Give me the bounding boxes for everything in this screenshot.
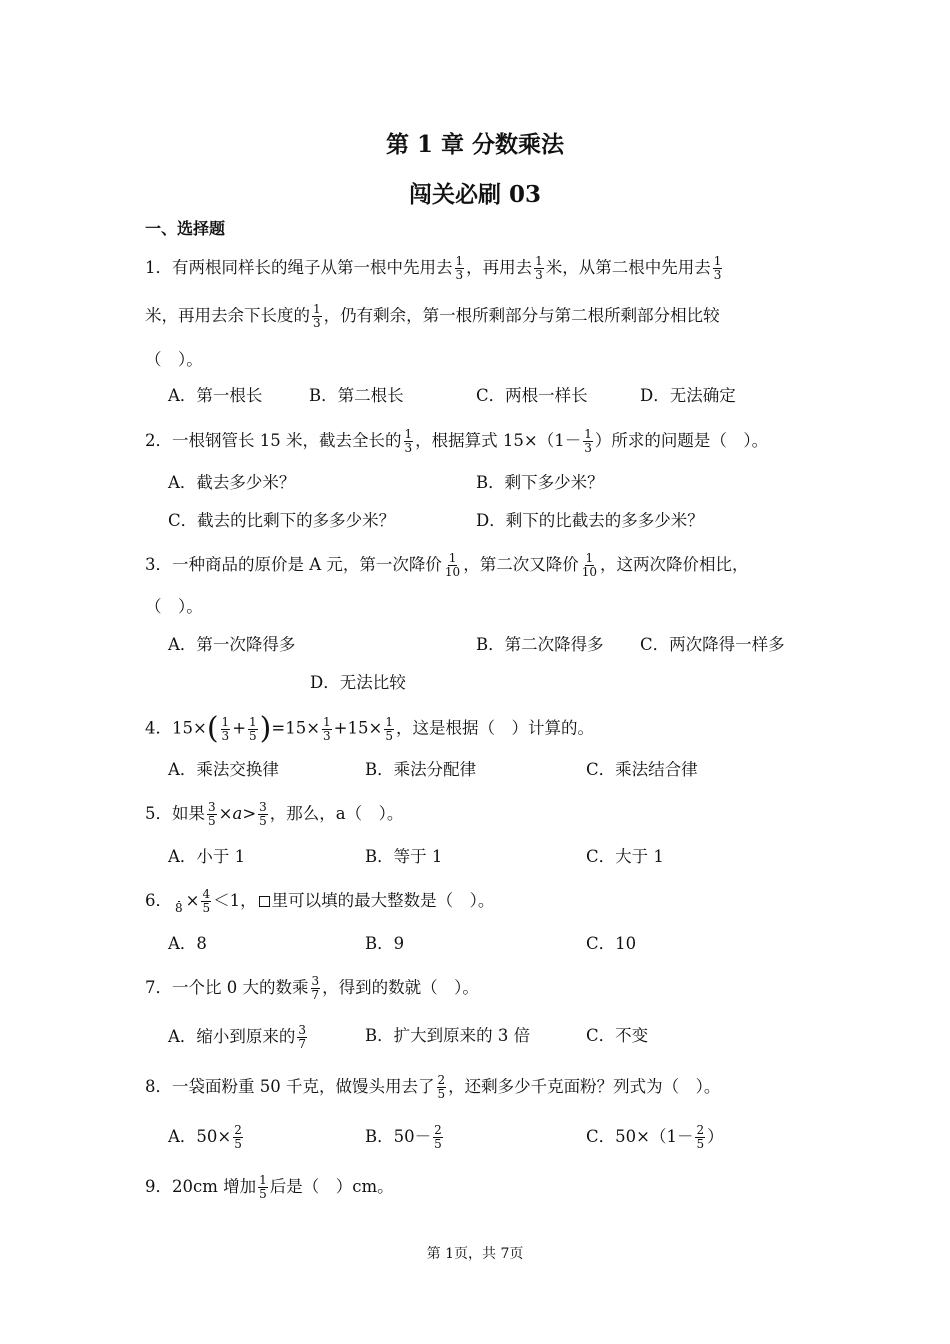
fraction: $\frac{2}{5}$ bbox=[234, 1123, 242, 1151]
q2-option-b: B．剩下多少米？ bbox=[476, 473, 604, 492]
q2-option-c: C．截去的比剩下的多多少米？ bbox=[168, 511, 396, 530]
q8-option-a: A．50× $\frac{2}{5}$ bbox=[168, 1123, 242, 1151]
q7-option-a: A．缩小到原来的 $\frac{3}{7}$ bbox=[168, 1023, 307, 1051]
question-5: 5．如果 $\frac{3}{5}$ ×a> $\frac{3}{5}$ ，那么，a（ ）。 bbox=[145, 800, 404, 828]
fraction: $\frac{2}{5}$ bbox=[434, 1123, 442, 1151]
blank-box-icon bbox=[259, 896, 270, 907]
q1-option-b: B．第二根长 bbox=[309, 386, 404, 405]
fraction: $\frac{2}{5}$ bbox=[696, 1123, 705, 1151]
question-7: 7．一个比 0 大的数乘 $\frac{3}{7}$ ，得到的数就（ ）。 bbox=[145, 974, 479, 1002]
fraction: $\frac{3}{7}$ bbox=[298, 1023, 307, 1051]
fraction: $\frac{1}{3}$ bbox=[713, 254, 722, 282]
question-1-cont: 米，再用去余下长度的 $\frac{1}{3}$ ，仍有剩余，第一根所剩部分与第二根所剩部分相比较 bbox=[145, 302, 720, 330]
q4-option-a: A．乘法交换律 bbox=[168, 760, 279, 779]
q5-option-b: B．等于 1 bbox=[365, 847, 443, 866]
question-1: 1．有两根同样长的绳子从第一根中先用去 $\frac{1}{3}$ ，再用去 $\frac{1}{3}$ 米，从第二根中先用去 $\frac{1}{3}$ bbox=[145, 254, 722, 282]
fraction: $\frac{1}{5}$ bbox=[385, 714, 393, 743]
fraction: $\frac{1}{3}$ bbox=[535, 254, 543, 282]
q6-option-c: C．10 bbox=[586, 934, 637, 953]
page-subtitle: 闯关必刷 03 bbox=[408, 181, 541, 208]
q8-option-b: B．50－ $\frac{2}{5}$ bbox=[365, 1123, 442, 1151]
q7-option-b: B．扩大到原来的 3 倍 bbox=[365, 1026, 531, 1045]
q5-option-c: C．大于 1 bbox=[586, 847, 664, 866]
q6-option-b: B．9 bbox=[365, 934, 405, 953]
q4-option-b: B．乘法分配律 bbox=[365, 760, 477, 779]
question-8: 8．一袋面粉重 50 千克，做馒头用去了 $\frac{2}{5}$ ，还剩多少千克面粉？列式为（ ）。 bbox=[145, 1073, 721, 1101]
fraction: $\frac{1}{3}$ bbox=[404, 427, 413, 455]
q2-option-d: D．剩下的比截去的多多少米？ bbox=[476, 511, 704, 530]
question-1-paren: （ ）。 bbox=[145, 350, 203, 369]
fraction: $\frac{1}{3}$ bbox=[221, 714, 230, 743]
fraction: $\frac{1}{3}$ bbox=[313, 302, 321, 330]
q3-option-b: B．第二次降得多 bbox=[476, 635, 604, 654]
q1-option-d: D．无法确定 bbox=[640, 386, 736, 405]
q1-option-c: C．两根一样长 bbox=[476, 386, 588, 405]
fraction: $\frac{1}{3}$ bbox=[584, 427, 592, 455]
fraction: $\frac{4}{5}$ bbox=[202, 887, 211, 915]
fraction: $\frac{2}{5}$ bbox=[437, 1073, 446, 1101]
page-footer: 第 1页，共 7页 bbox=[426, 1246, 524, 1262]
question-2: 2．一根钢管长 15 米，截去全长的 $\frac{1}{3}$ ，根据算式 15×（1－ $\frac{1}{3}$ ）所求的问题是（ ）。 bbox=[145, 427, 769, 455]
page-title: 第 1 章 分数乘法 bbox=[385, 131, 565, 158]
fraction: $\frac{1}{5}$ bbox=[249, 714, 257, 743]
fraction: $\frac{3}{5}$ bbox=[208, 800, 216, 828]
q3-option-d: D．无法比较 bbox=[310, 673, 406, 692]
section-heading: 一、选择题 bbox=[145, 219, 226, 238]
q7-option-c: C．不变 bbox=[586, 1026, 649, 1045]
q3-option-c: C．两次降得一样多 bbox=[640, 635, 785, 654]
question-3-paren: （ ）。 bbox=[145, 597, 203, 616]
question-6: 6． 8 × $\frac{4}{5}$ ＜1， 里可以填的最大整数是（ ）。 bbox=[145, 887, 495, 915]
q8-option-c: C．50×（1－ $\frac{2}{5}$ ） bbox=[586, 1123, 724, 1151]
fraction: $\frac{1}{3}$ bbox=[323, 714, 331, 743]
fraction: $\frac{1}{10}$ bbox=[444, 551, 461, 579]
question-4: 4．15×( $\frac{1}{3}$ + $\frac{1}{5}$ )=15× $\frac{1}{3}$ +15× $\frac{1}{5}$ ，这是根据（ ）计算的。 bbox=[145, 711, 594, 746]
fraction: $\frac{3}{7}$ bbox=[311, 974, 320, 1002]
q3-option-a: A．第一次降得多 bbox=[168, 635, 296, 654]
question-3: 3．一种商品的原价是 A 元，第一次降价 $\frac{1}{10}$ ，第二次又降价 $\frac{1}{10}$ ，这两次降价相比， bbox=[145, 551, 749, 579]
fraction-blank: 8 bbox=[174, 888, 184, 915]
fraction: $\frac{3}{5}$ bbox=[259, 800, 267, 828]
question-9: 9．20cm 增加 $\frac{1}{5}$ 后是（ ）cm。 bbox=[145, 1173, 394, 1201]
fraction: $\frac{1}{10}$ bbox=[581, 551, 597, 579]
fraction: $\frac{1}{5}$ bbox=[259, 1173, 267, 1201]
q6-option-a: A．8 bbox=[168, 934, 207, 953]
q2-option-a: A．截去多少米？ bbox=[168, 473, 296, 492]
q1-option-a: A．第一根长 bbox=[168, 386, 263, 405]
q4-option-c: C．乘法结合律 bbox=[586, 760, 698, 779]
q5-option-a: A．小于 1 bbox=[168, 847, 246, 866]
fraction: $\frac{1}{3}$ bbox=[455, 254, 464, 282]
